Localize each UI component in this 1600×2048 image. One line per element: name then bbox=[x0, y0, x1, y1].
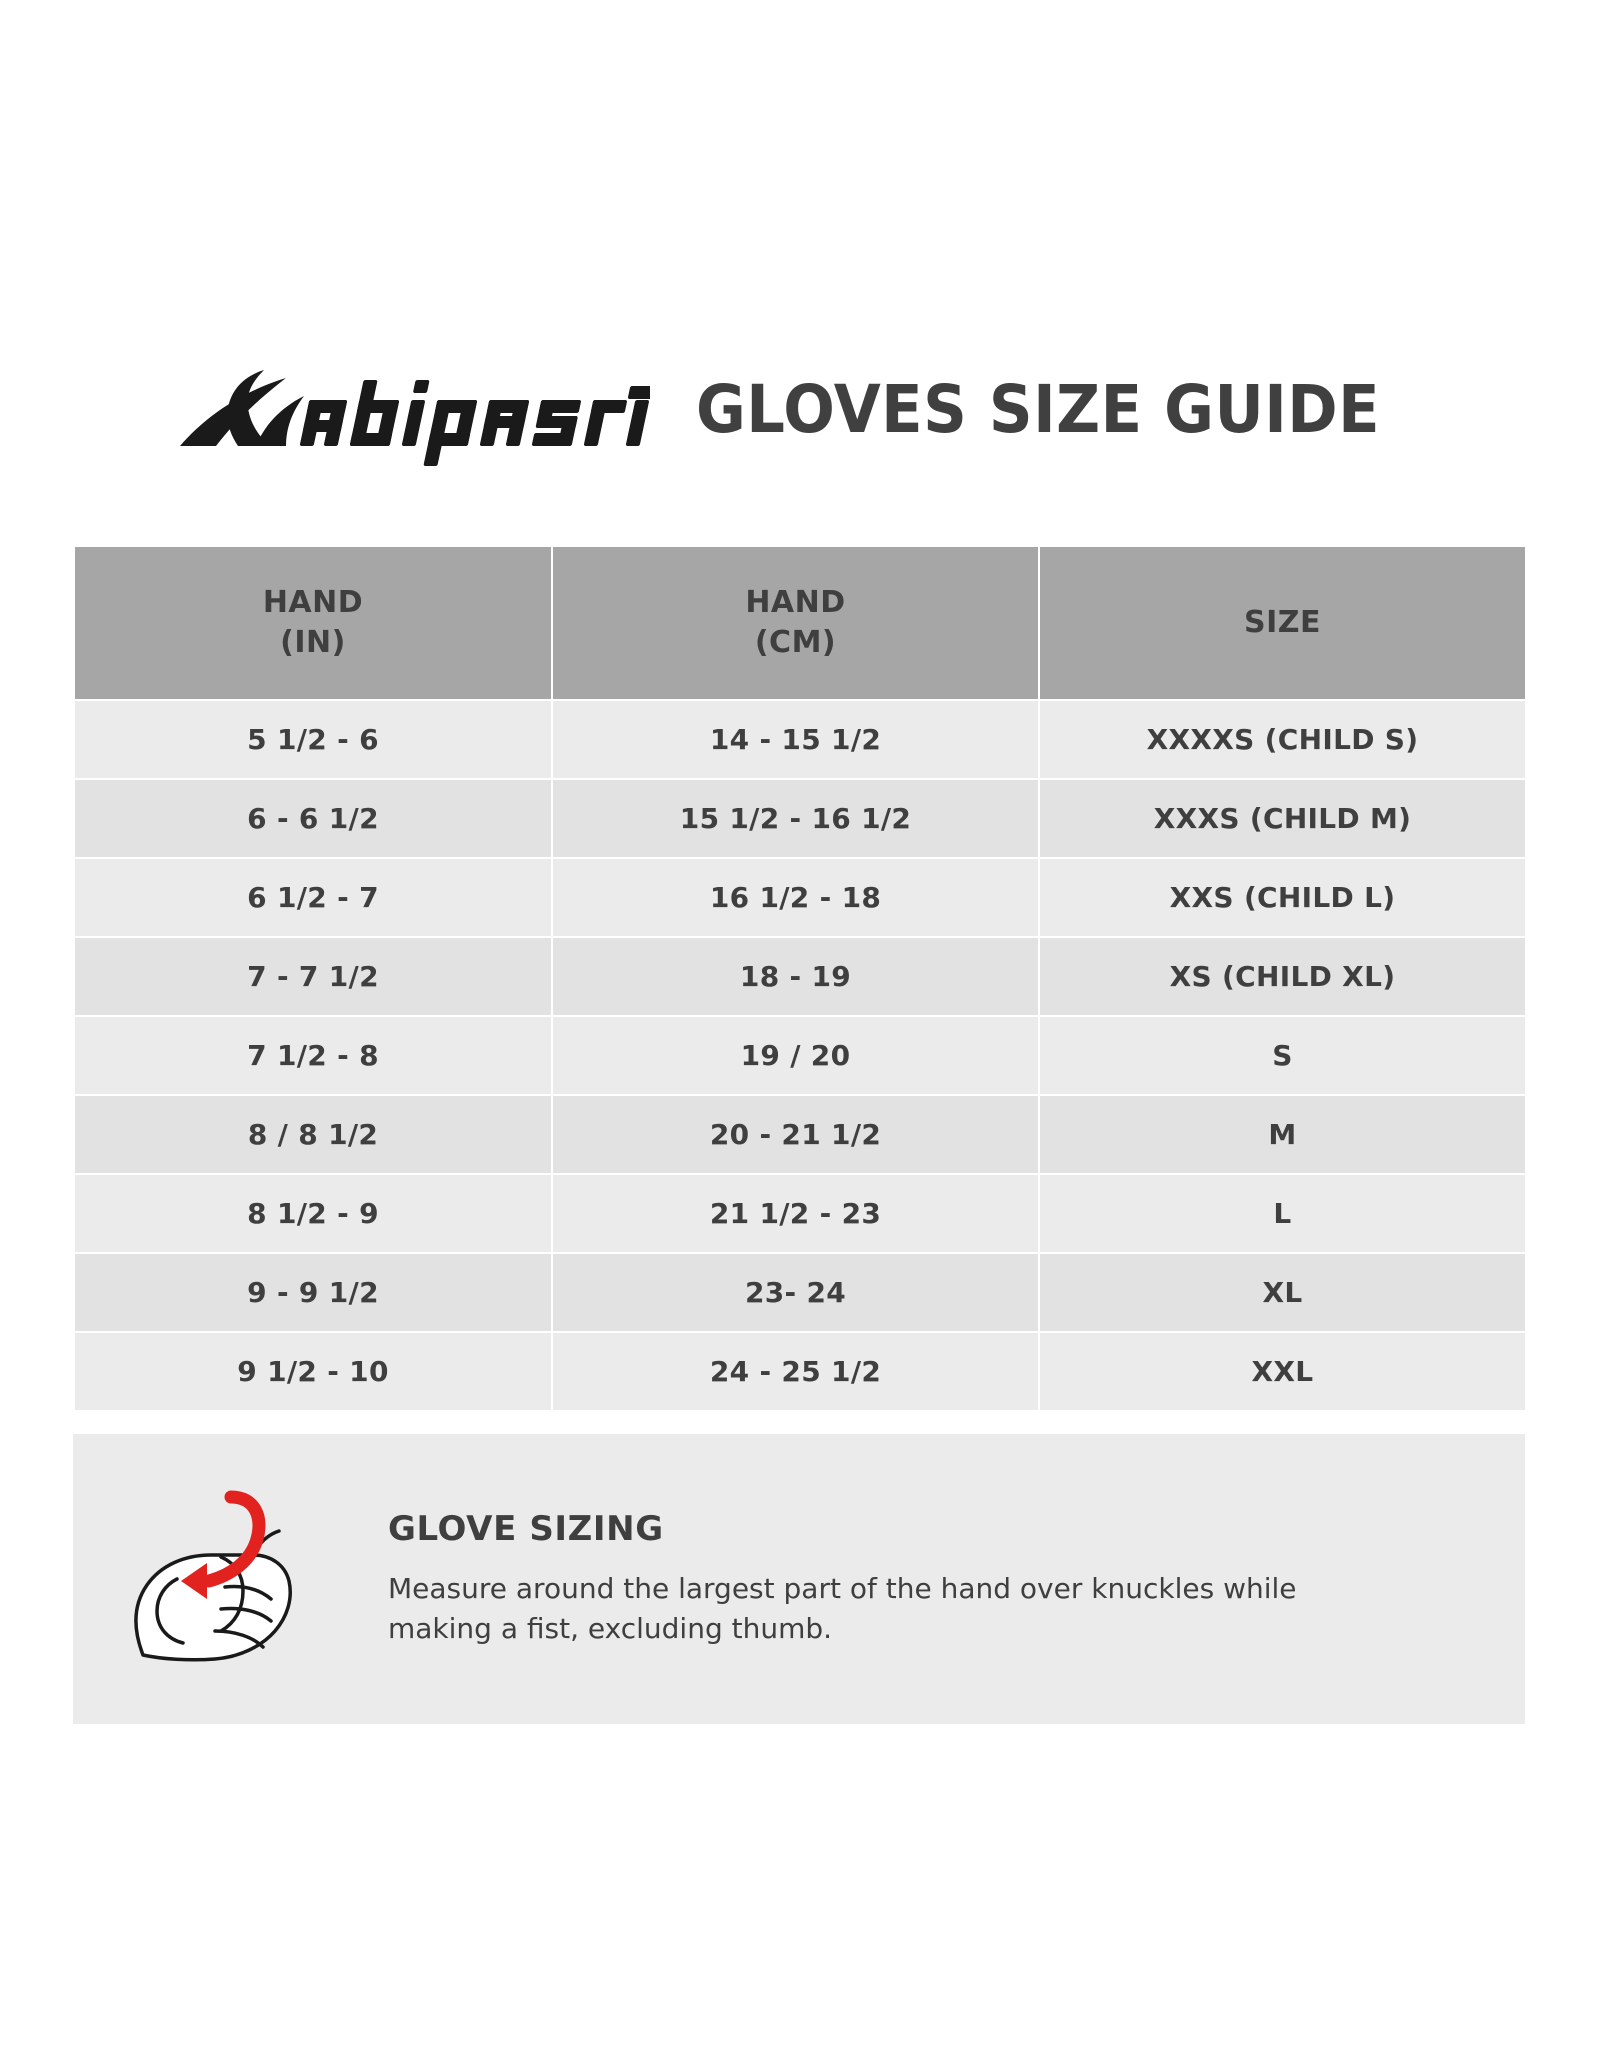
table-row bbox=[74, 1095, 1526, 1174]
column-header-line2: (IN) bbox=[280, 625, 346, 660]
alpinestars-logo-icon bbox=[160, 350, 650, 470]
cell-size: XXS (CHILD L) bbox=[1039, 858, 1526, 937]
cell-hand-cm: 20 - 21 1/2 bbox=[552, 1095, 1039, 1174]
column-header-hand-in bbox=[74, 546, 552, 700]
cell-hand-cm: 16 1/2 - 18 bbox=[552, 858, 1039, 937]
table-row bbox=[74, 1174, 1526, 1253]
column-header-hand-cm bbox=[552, 546, 1039, 700]
cell-hand-in: 7 - 7 1/2 bbox=[74, 937, 552, 1016]
cell-size: XXL bbox=[1039, 1332, 1526, 1411]
glove-sizing-note bbox=[73, 1434, 1525, 1724]
cell-hand-cm: 23- 24 bbox=[552, 1253, 1039, 1332]
cell-hand-in: 6 1/2 - 7 bbox=[74, 858, 552, 937]
table-row bbox=[74, 1253, 1526, 1332]
size-table-container bbox=[73, 545, 1525, 1412]
cell-hand-cm: 14 - 15 1/2 bbox=[552, 700, 1039, 779]
column-header-line1: SIZE bbox=[1243, 605, 1321, 641]
cell-size: XXXXS (CHILD S) bbox=[1039, 700, 1526, 779]
cell-hand-in: 9 1/2 - 10 bbox=[74, 1332, 552, 1411]
column-header-line2: (CM) bbox=[754, 625, 837, 660]
note-body: Measure around the largest part of the hand over knuckles while making a fist, excluding thumb. bbox=[388, 1572, 1297, 1645]
cell-hand-in: 9 - 9 1/2 bbox=[74, 1253, 552, 1332]
table-row bbox=[74, 858, 1526, 937]
fist-measure-icon bbox=[103, 1459, 363, 1699]
column-header-line1: HAND bbox=[745, 585, 846, 621]
cell-size: S bbox=[1039, 1016, 1526, 1095]
table-row bbox=[74, 1332, 1526, 1411]
cell-size: M bbox=[1039, 1095, 1526, 1174]
cell-hand-cm: 24 - 25 1/2 bbox=[552, 1332, 1039, 1411]
cell-hand-in: 6 - 6 1/2 bbox=[74, 779, 552, 858]
table-row bbox=[74, 1016, 1526, 1095]
cell-hand-in: 7 1/2 - 8 bbox=[74, 1016, 552, 1095]
note-title: GLOVE SIZING bbox=[388, 1509, 664, 1550]
column-header-size bbox=[1039, 546, 1526, 700]
page-header bbox=[0, 345, 1600, 475]
table-row bbox=[74, 700, 1526, 779]
cell-hand-in: 8 / 8 1/2 bbox=[74, 1095, 552, 1174]
cell-hand-cm: 21 1/2 - 23 bbox=[552, 1174, 1039, 1253]
size-table bbox=[73, 545, 1527, 1412]
column-header-line1: HAND bbox=[262, 585, 364, 621]
cell-hand-cm: 18 - 19 bbox=[552, 937, 1039, 1016]
cell-hand-in: 5 1/2 - 6 bbox=[74, 700, 552, 779]
cell-hand-cm: 15 1/2 - 16 1/2 bbox=[552, 779, 1039, 858]
page-title: GLOVES SIZE GUIDE bbox=[696, 371, 1381, 448]
cell-size: L bbox=[1039, 1174, 1526, 1253]
cell-hand-in: 8 1/2 - 9 bbox=[74, 1174, 552, 1253]
table-row bbox=[74, 937, 1526, 1016]
note-text-block bbox=[388, 1509, 1438, 1649]
table-header-row bbox=[74, 546, 1526, 700]
cell-size: XS (CHILD XL) bbox=[1039, 937, 1526, 1016]
cell-hand-cm: 19 / 20 bbox=[552, 1016, 1039, 1095]
cell-size: XXXS (CHILD M) bbox=[1039, 779, 1526, 858]
cell-size: XL bbox=[1039, 1253, 1526, 1332]
table-row bbox=[74, 779, 1526, 858]
